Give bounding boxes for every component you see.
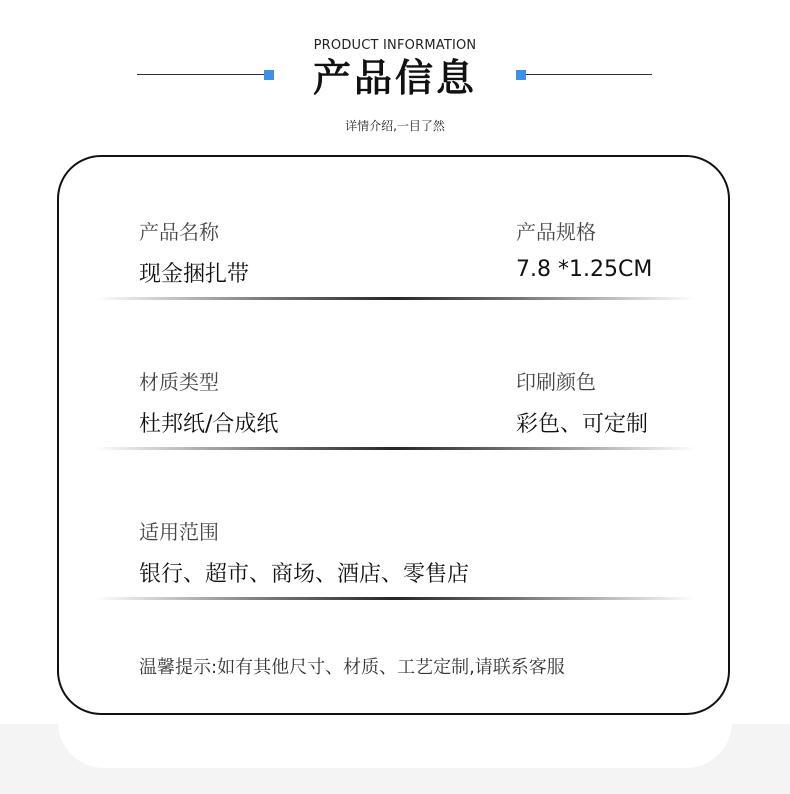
print-color-label: 印刷颜色 bbox=[516, 370, 596, 394]
header-square-right-icon bbox=[516, 70, 526, 80]
application-scope-label: 适用范围 bbox=[139, 520, 219, 544]
header-english-title: PRODUCT INFORMATION bbox=[313, 38, 477, 53]
product-name-value: 现金捆扎带 bbox=[139, 262, 250, 287]
row-divider bbox=[95, 297, 695, 300]
header-subtitle: 详情介绍,一目了然 bbox=[345, 119, 445, 133]
product-spec-value: 7.8 *1.25CM bbox=[516, 257, 653, 282]
print-color-value: 彩色、可定制 bbox=[516, 412, 649, 437]
page-title: 产品信息 bbox=[312, 56, 477, 100]
product-spec-label: 产品规格 bbox=[516, 220, 596, 244]
product-name-label: 产品名称 bbox=[139, 220, 219, 244]
material-type-value: 杜邦纸/合成纸 bbox=[139, 412, 279, 437]
material-type-label: 材质类型 bbox=[139, 370, 219, 394]
header-rule-right bbox=[526, 74, 652, 75]
customization-tip: 温馨提示:如有其他尺寸、材质、工艺定制,请联系客服 bbox=[139, 657, 565, 678]
row-divider bbox=[95, 447, 695, 450]
row-divider bbox=[95, 597, 695, 600]
application-scope-value: 银行、超市、商场、酒店、零售店 bbox=[139, 562, 470, 587]
